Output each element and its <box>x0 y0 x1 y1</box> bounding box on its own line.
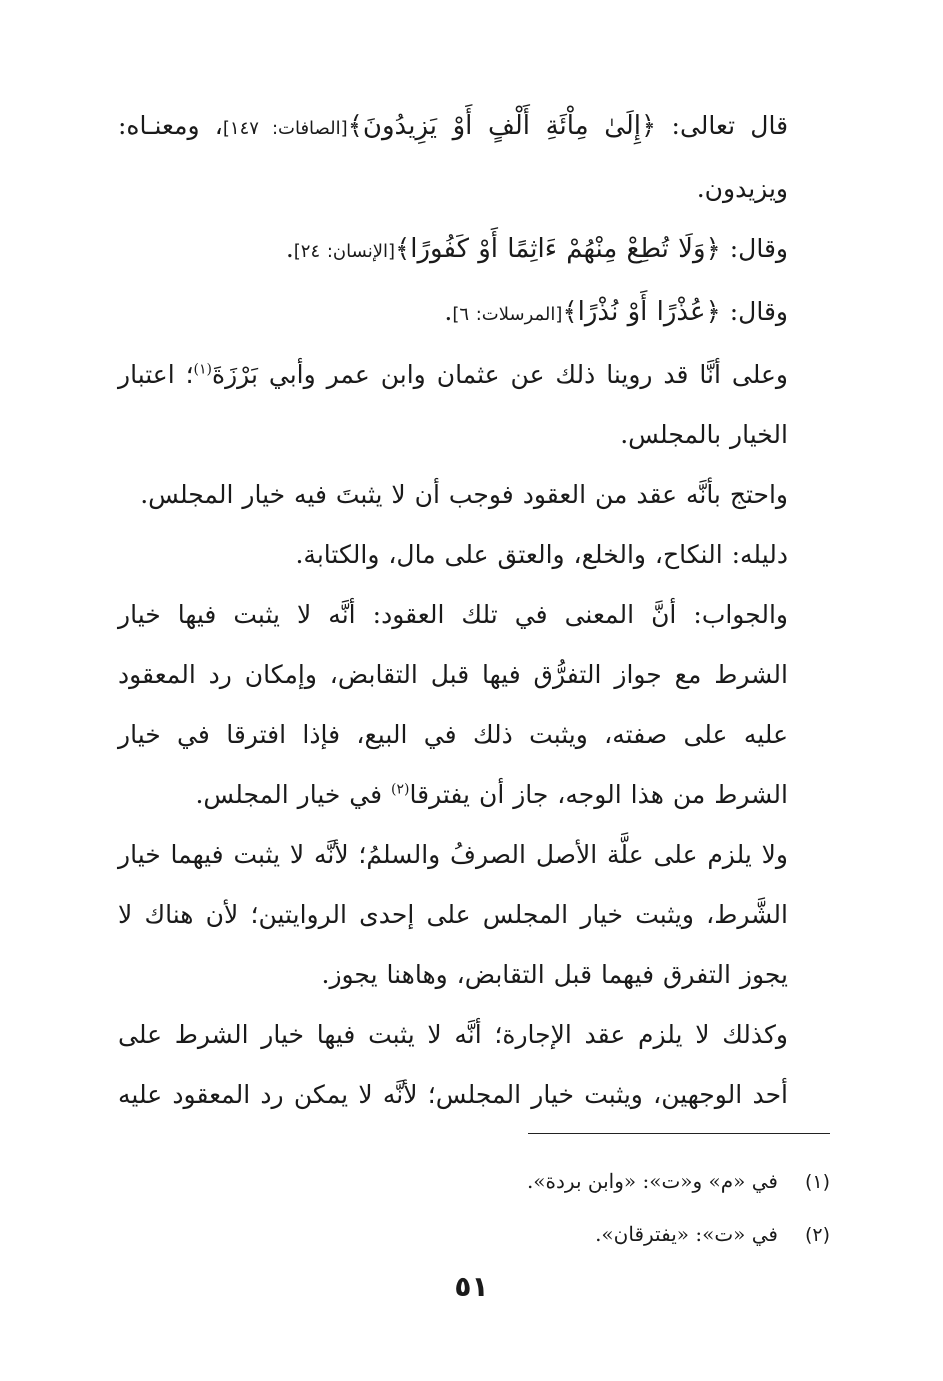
quran-verse: ﴿عُذْرًا أَوْ نُذْرًا﴾ <box>562 297 721 327</box>
footnote-separator <box>528 1133 830 1134</box>
paragraph <box>118 825 834 1005</box>
text-segment: وعلى أنَّا قد روينا ذلك عن عثمان وابن عمر وأبي بَرْزَةَ <box>212 360 788 389</box>
paragraph <box>118 585 834 825</box>
text-segment: وقال: <box>720 234 788 263</box>
footnote-number: (١) <box>804 1171 830 1193</box>
text-segment: والجواب: أنَّ المعنى في تلك العقود: أنَّه لا يثبت فيها خيار الشرط مع جواز التفرُّق فيها قبل التقابض، وإمكان رد المعقود عليه على صفته، ويثبت ذلك في البيع، فإذا افترقا في خيار الشرط من هذا الوجه، جاز أن يفترقا <box>118 600 788 809</box>
text-segment: ؛ اعتبار الخيار بالمجلس. <box>118 360 788 449</box>
footnote-number: (٢) <box>804 1224 830 1246</box>
footnote-2 <box>114 1208 830 1261</box>
text-segment: . <box>285 234 294 263</box>
text-segment: في خيار المجلس. <box>195 780 392 809</box>
text-segment: ، ومعنـاه: ويزيدون. <box>118 111 788 203</box>
text-segment: وقال: <box>720 297 788 326</box>
main-text <box>118 96 834 1125</box>
quran-verse: ﴿إِلَىٰ مِاْئَةِ أَلْفٍ أَوْ يَزِيدُونَ﴾ <box>347 111 657 141</box>
footnote-text: في «ت»: «يفترقان». <box>595 1222 778 1246</box>
footnote-marker: (٢) <box>391 781 410 798</box>
quran-verse: ﴿وَلَا تُطِعْ مِنْهُمْ ءَاثِمًا أَوْ كَفُورًا﴾ <box>395 234 721 264</box>
footnote-text: في «م» و«ت»: «وابن بردة». <box>526 1169 778 1193</box>
paragraph <box>118 345 834 465</box>
footnotes <box>114 1155 830 1261</box>
footnote-1 <box>114 1155 830 1208</box>
text-segment: وكذلك لا يلزم عقد الإجارة؛ أنَّه لا يثبت فيها خيار الشرط على أحد الوجهين، ويثبت خيار المجلس؛ لأنَّه لا يمكن رد المعقود عليه <box>118 1020 788 1109</box>
paragraph <box>118 525 834 585</box>
paragraph <box>118 1005 834 1125</box>
verse-reference: [المرسلات: ٦] <box>452 304 563 325</box>
text-segment: . <box>444 297 453 326</box>
text-segment: دليله: النكاح، والخلع، والعتق على مال، والكتابة. <box>295 540 788 569</box>
paragraph <box>118 219 834 282</box>
paragraph <box>118 282 834 345</box>
text-segment: واحتج بأنَّه عقد من العقود فوجب أن لا يثبتَ فيه خيار المجلس. <box>140 480 788 509</box>
text-segment: قال تعالى: <box>656 111 789 140</box>
verse-reference: [الصافات: ١٤٧] <box>222 118 348 139</box>
paragraph <box>118 465 834 525</box>
page-number: ٥١ <box>454 1270 489 1303</box>
text-segment: ولا يلزم على علَّة الأصل الصرفُ والسلمُ؛ لأنَّه لا يثبت فيهما خيار الشَّرط، ويثبت خيار المجلس على إحدى الروايتين؛ لأن هناك لا يجوز التفرق فيهما قبل التقابض، وهاهنا يجوز. <box>118 840 788 989</box>
verse-reference: [الإنسان: ٢٤] <box>293 241 395 262</box>
footnote-marker: (١) <box>193 361 213 378</box>
paragraph <box>118 96 834 219</box>
